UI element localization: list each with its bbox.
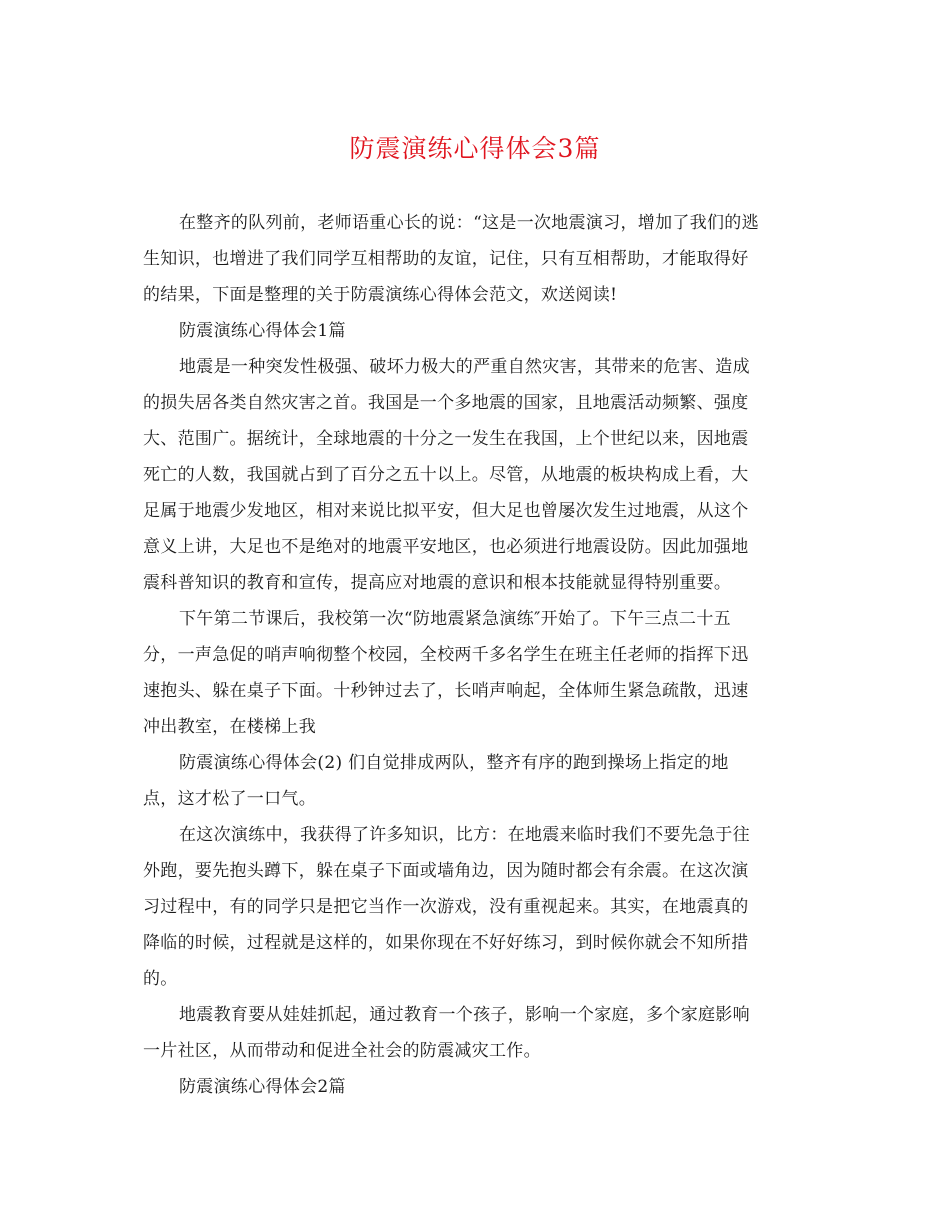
paragraph-line: 一片社区，从而带动和促进全社会的防震减灾工作。 bbox=[143, 1041, 541, 1061]
paragraph-line: 大、范围广。据统计，全球地震的十分之一发生在我国，上个世纪以来，因地震 bbox=[143, 429, 749, 449]
paragraph-line: 生知识，也增进了我们同学互相帮助的友谊，记住，只有互相帮助，才能取得好 bbox=[143, 249, 749, 269]
paragraph-line: 死亡的人数，我国就占到了百分之五十以上。尽管，从地震的板块构成上看，大 bbox=[143, 465, 749, 485]
section-heading-1 bbox=[143, 313, 798, 349]
paragraph-line: 在这次演练中，我获得了许多知识，比方：在地震来临时我们不要先急于往 bbox=[179, 825, 750, 845]
paragraph-lessons bbox=[143, 817, 798, 997]
paragraph-line: 冲出教室，在楼梯上我 bbox=[143, 717, 316, 737]
paragraph-line: 分，一声急促的哨声响彻整个校园，全校两千多名学生在班主任老师的指挥下迅 bbox=[143, 645, 749, 665]
document-title: 防震演练心得体会3篇 bbox=[349, 134, 601, 163]
section-heading-2 bbox=[143, 1069, 798, 1105]
paragraph-line: 的。 bbox=[143, 969, 178, 989]
paragraph-line: 在整齐的队列前，老师语重心长的说：“这是一次地震演习，增加了我们的逃 bbox=[179, 213, 759, 233]
paragraph-line: 防震演练心得体会(2) 们自觉排成两队，整齐有序的跑到操场上指定的地 bbox=[179, 753, 729, 773]
paragraph-line: 速抱头、躲在桌子下面。十秒钟过去了，长哨声响起，全体师生紧急疏散，迅速 bbox=[143, 681, 749, 701]
paragraph-line: 的结果，下面是整理的关于防震演练心得体会范文，欢送阅读! bbox=[143, 285, 618, 305]
paragraph-line: 的损失居各类自然灾害之首。我国是一个多地震的国家，且地震活动频繁、强度 bbox=[143, 393, 749, 413]
paragraph-drill-continue bbox=[143, 745, 798, 817]
paragraph-intro bbox=[143, 205, 798, 313]
paragraph-line: 习过程中，有的同学只是把它当作一次游戏，没有重视起来。其实，在地震真的 bbox=[143, 897, 749, 917]
document-body bbox=[143, 205, 798, 1105]
paragraph-line: 意义上讲，大足也不是绝对的地震平安地区，也必须进行地震设防。因此加强地 bbox=[143, 537, 749, 557]
paragraph-earthquake-overview bbox=[143, 349, 798, 601]
paragraph-line: 足属于地震少发地区，相对来说比拟平安，但大足也曾屡次发生过地震，从这个 bbox=[143, 501, 749, 521]
paragraph-line: 防震演练心得体会1篇 bbox=[179, 321, 346, 341]
paragraph-line: 下午第二节课后，我校第一次“防地震紧急演练″开始了。下午三点二十五 bbox=[179, 609, 731, 629]
paragraph-line: 点，这才松了一口气。 bbox=[143, 789, 316, 809]
paragraph-education bbox=[143, 997, 798, 1069]
paragraph-line: 防震演练心得体会2篇 bbox=[179, 1077, 346, 1097]
paragraph-line: 震科普知识的教育和宣传，提高应对地震的意识和根本技能就显得特别重要。 bbox=[143, 573, 732, 593]
paragraph-line: 地震教育要从娃娃抓起，通过教育一个孩子，影响一个家庭，多个家庭影响 bbox=[179, 1005, 750, 1025]
paragraph-line: 降临的时候，过程就是这样的，如果你现在不好好练习，到时候你就会不知所措 bbox=[143, 933, 749, 953]
paragraph-line: 地震是一种突发性极强、破坏力极大的严重自然灾害，其带来的危害、造成 bbox=[179, 357, 750, 377]
paragraph-line: 外跑，要先抱头蹲下，躲在桌子下面或墙角边，因为随时都会有余震。在这次演 bbox=[143, 861, 749, 881]
paragraph-drill-start bbox=[143, 601, 798, 745]
